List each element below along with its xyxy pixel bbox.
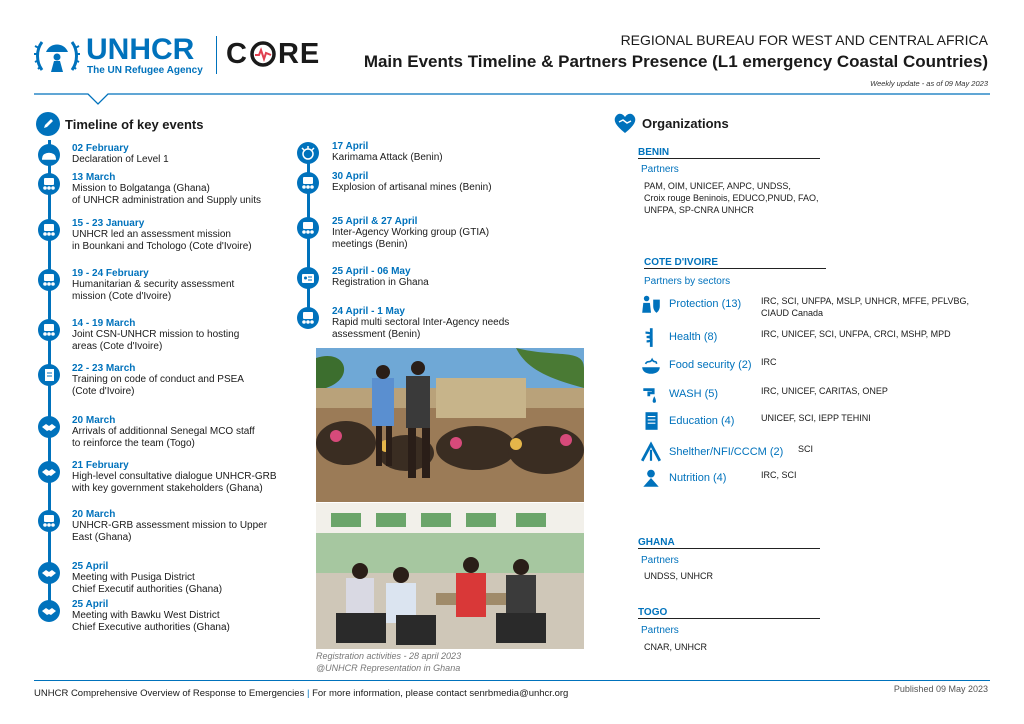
benin-partners: PAM, OIM, UNICEF, ANPC, UNDSS, Croix rouge Beninois, EDUCO,PNUD, FAO, UNFPA, SP-CNRA UNHCR — [644, 181, 819, 215]
people-meeting-icon — [297, 217, 319, 239]
timeline-event — [332, 141, 443, 164]
core-logo — [226, 36, 320, 72]
sector-name: Education (4) — [669, 415, 735, 427]
togo-partners-label: Partners — [641, 625, 679, 636]
organizations-section-title: Organizations — [612, 110, 729, 136]
sector-name: Food security (2) — [669, 359, 752, 371]
event-description: in Bounkani and Tchologo (Cote d'Ivoire) — [72, 241, 252, 252]
timeline-section-title: Timeline of key events — [36, 112, 204, 136]
event-description: Mission to Bolgatanga (Ghana) — [72, 183, 210, 194]
timeline-event — [332, 266, 429, 289]
timeline-event — [72, 460, 277, 495]
event-date: 02 February — [72, 143, 129, 154]
event-description: Chief Executive authorities (Ghana) — [72, 622, 230, 633]
helmet-icon — [38, 144, 60, 166]
heartbeat-circle-icon — [249, 40, 277, 68]
org-name: UNHCR — [86, 33, 195, 66]
ghana-partners: UNDSS, UNHCR — [644, 571, 714, 581]
protection-icon — [640, 293, 662, 320]
divider — [644, 268, 826, 269]
sector-name: Protection (13) — [669, 298, 742, 310]
country-togo: TOGO — [638, 607, 668, 618]
event-description: East (Ghana) — [72, 532, 132, 543]
sector-row — [640, 443, 990, 467]
people-meeting-icon — [297, 307, 319, 329]
handshake-icon — [38, 461, 60, 483]
wash-icon — [640, 383, 662, 410]
sector-partners: IRC, UNICEF, SCI, UNFPA, CRCI, MSHP, MPD — [761, 329, 951, 339]
sector-name: Health (8) — [669, 331, 718, 343]
event-description: Arrivals of additionnal Senegal MCO staff — [72, 426, 255, 437]
sector-partners: IRC, SCI, UNFPA, MSLP, UNHCR, MFFE, PFLVBG, CIAUD Canada — [761, 296, 970, 318]
nutrition-icon — [640, 467, 662, 494]
timeline-event — [72, 561, 222, 596]
event-description: UNHCR-GRB assessment mission to Upper — [72, 520, 268, 531]
event-description: Karimama Attack (Benin) — [332, 152, 443, 163]
benin-partners-label: Partners — [641, 164, 679, 175]
education-icon — [640, 410, 662, 437]
laurel-person-icon — [34, 36, 80, 76]
event-date: 25 April — [72, 599, 109, 610]
event-description: Declaration of Level 1 — [72, 154, 169, 165]
divider — [638, 158, 820, 159]
timeline-event — [72, 143, 169, 166]
page-title: Main Events Timeline & Partners Presence (L1 emergency Coastal Countries) — [363, 52, 988, 71]
sector-row — [640, 295, 990, 319]
people-meeting-icon — [297, 172, 319, 194]
event-date: 20 March — [72, 415, 116, 426]
event-date: 25 April & 27 April — [332, 216, 418, 227]
timeline-event — [72, 509, 267, 544]
health-icon — [640, 326, 662, 353]
bureau-name: REGIONAL BUREAU FOR WEST AND CENTRAL AFRICA — [620, 32, 988, 48]
event-description: to reinforce the team (Togo) — [72, 438, 195, 449]
unhcr-logo — [34, 34, 214, 78]
sector-row — [640, 356, 990, 380]
event-date: 19 - 24 February — [72, 268, 149, 279]
people-meeting-icon — [38, 269, 60, 291]
event-date: 25 April — [72, 561, 109, 572]
country-benin: BENIN — [638, 147, 670, 158]
handshake-icon — [38, 416, 60, 438]
event-description: Rapid multi sectoral Inter-Agency needs — [332, 317, 510, 328]
event-date: 22 - 23 March — [72, 363, 136, 374]
event-description: Inter-Agency Working group (GTIA) — [332, 227, 490, 238]
event-description: areas (Cote d'Ivoire) — [72, 341, 163, 352]
event-description: Meeting with Bawku West District — [72, 610, 220, 621]
core-suffix: RE — [277, 37, 321, 70]
country-cote-divoire: COTE D'IVOIRE — [644, 257, 719, 268]
event-description: of UNHCR administration and Supply units — [72, 195, 261, 206]
photo-registration-indoor — [316, 503, 584, 649]
event-date: 14 - 19 March — [72, 318, 136, 329]
event-date: 25 April - 06 May — [332, 266, 411, 277]
event-description: assessment (Benin) — [332, 329, 421, 340]
handshake-heart-icon — [612, 110, 638, 136]
timeline-event — [72, 363, 244, 398]
sector-row — [640, 469, 990, 493]
people-meeting-icon — [38, 173, 60, 195]
event-date: 13 March — [72, 172, 116, 183]
event-date: 15 - 23 January — [72, 218, 145, 229]
id-card-icon — [297, 267, 319, 289]
sector-name: WASH (5) — [669, 388, 719, 400]
event-date: 30 April — [332, 171, 369, 182]
header-rule — [0, 88, 1024, 108]
timeline-event — [72, 599, 230, 634]
timeline-event — [72, 318, 239, 353]
event-description: Explosion of artisanal mines (Benin) — [332, 182, 492, 193]
event-date: 20 March — [72, 509, 116, 520]
people-meeting-icon — [38, 510, 60, 532]
timeline-event — [72, 268, 234, 303]
published-date: Published 09 May 2023 — [893, 684, 988, 694]
footer-rule — [34, 680, 990, 681]
sector-partners: IRC, UNICEF, CARITAS, ONEP — [761, 386, 888, 396]
event-description: Registration in Ghana — [332, 277, 429, 288]
timeline-event — [72, 172, 261, 207]
event-description: meetings (Benin) — [332, 239, 408, 250]
sector-partners: IRC, SCI — [761, 470, 797, 480]
event-date: 21 February — [72, 460, 129, 471]
attack-icon — [297, 142, 319, 164]
weekly-update: Weekly update - as of 09 May 2023 — [870, 79, 988, 88]
event-description: Joint CSN-UNHCR mission to hosting — [72, 329, 240, 340]
handshake-icon — [38, 600, 60, 622]
timeline-event — [332, 306, 509, 341]
org-tagline: The UN Refugee Agency — [87, 65, 203, 76]
event-description: Training on code of conduct and PSEA — [72, 374, 244, 385]
sector-partners: UNICEF, SCI, IEPP TEHINI — [761, 413, 871, 423]
event-date: 24 April - 1 May — [332, 306, 405, 317]
sector-row — [640, 328, 990, 352]
event-description: (Cote d'Ivoire) — [72, 386, 135, 397]
food-icon — [640, 354, 662, 381]
document-icon — [38, 364, 60, 386]
cote-partners-label: Partners by sectors — [644, 276, 731, 287]
event-description: High-level consultative dialogue UNHCR-GRB — [72, 471, 277, 482]
shelter-icon — [640, 441, 662, 468]
divider — [638, 618, 820, 619]
sector-partners: SCI — [798, 444, 814, 454]
logo-divider — [216, 36, 217, 74]
event-description: Meeting with Pusiga District — [72, 572, 195, 583]
contact-link[interactable]: For more information, please contact senrbmedia@unhcr.org — [312, 688, 569, 699]
sector-partners: IRC — [761, 357, 777, 367]
event-description: mission (Cote d'Ivoire) — [72, 291, 172, 302]
sector-name: Nutrition (4) — [669, 472, 727, 484]
sector-row — [640, 385, 990, 409]
event-description: UNHCR led an assessment mission — [72, 229, 231, 240]
event-date: 17 April — [332, 141, 369, 152]
divider — [638, 548, 820, 549]
sector-name: Shelther/NFI/CCCM (2) — [669, 446, 784, 458]
ghana-partners-label: Partners — [641, 555, 679, 566]
people-meeting-icon — [38, 319, 60, 341]
togo-partners: CNAR, UNHCR — [644, 642, 707, 652]
photo-caption: Registration activities - 28 april 2023 @UNHCR Representation in Ghana — [316, 651, 462, 673]
footer-text: UNHCR Comprehensive Overview of Response to Emergencies | For more information, please contact senrbmedia@unhcr.org — [34, 688, 569, 699]
country-ghana: GHANA — [638, 537, 675, 548]
photo-registration-outdoor — [316, 348, 584, 502]
core-prefix: C — [226, 37, 248, 70]
timeline-event — [72, 415, 255, 450]
timeline-event — [72, 218, 252, 253]
event-description: with key government stakeholders (Ghana) — [72, 483, 263, 494]
timeline-event — [332, 216, 489, 251]
event-description: Chief Executif authorities (Ghana) — [72, 584, 223, 595]
pen-icon — [36, 112, 60, 136]
handshake-icon — [38, 562, 60, 584]
sector-row — [640, 412, 990, 436]
timeline-event — [332, 171, 492, 194]
event-description: Humanitarian & security assessment — [72, 279, 235, 290]
people-meeting-icon — [38, 219, 60, 241]
